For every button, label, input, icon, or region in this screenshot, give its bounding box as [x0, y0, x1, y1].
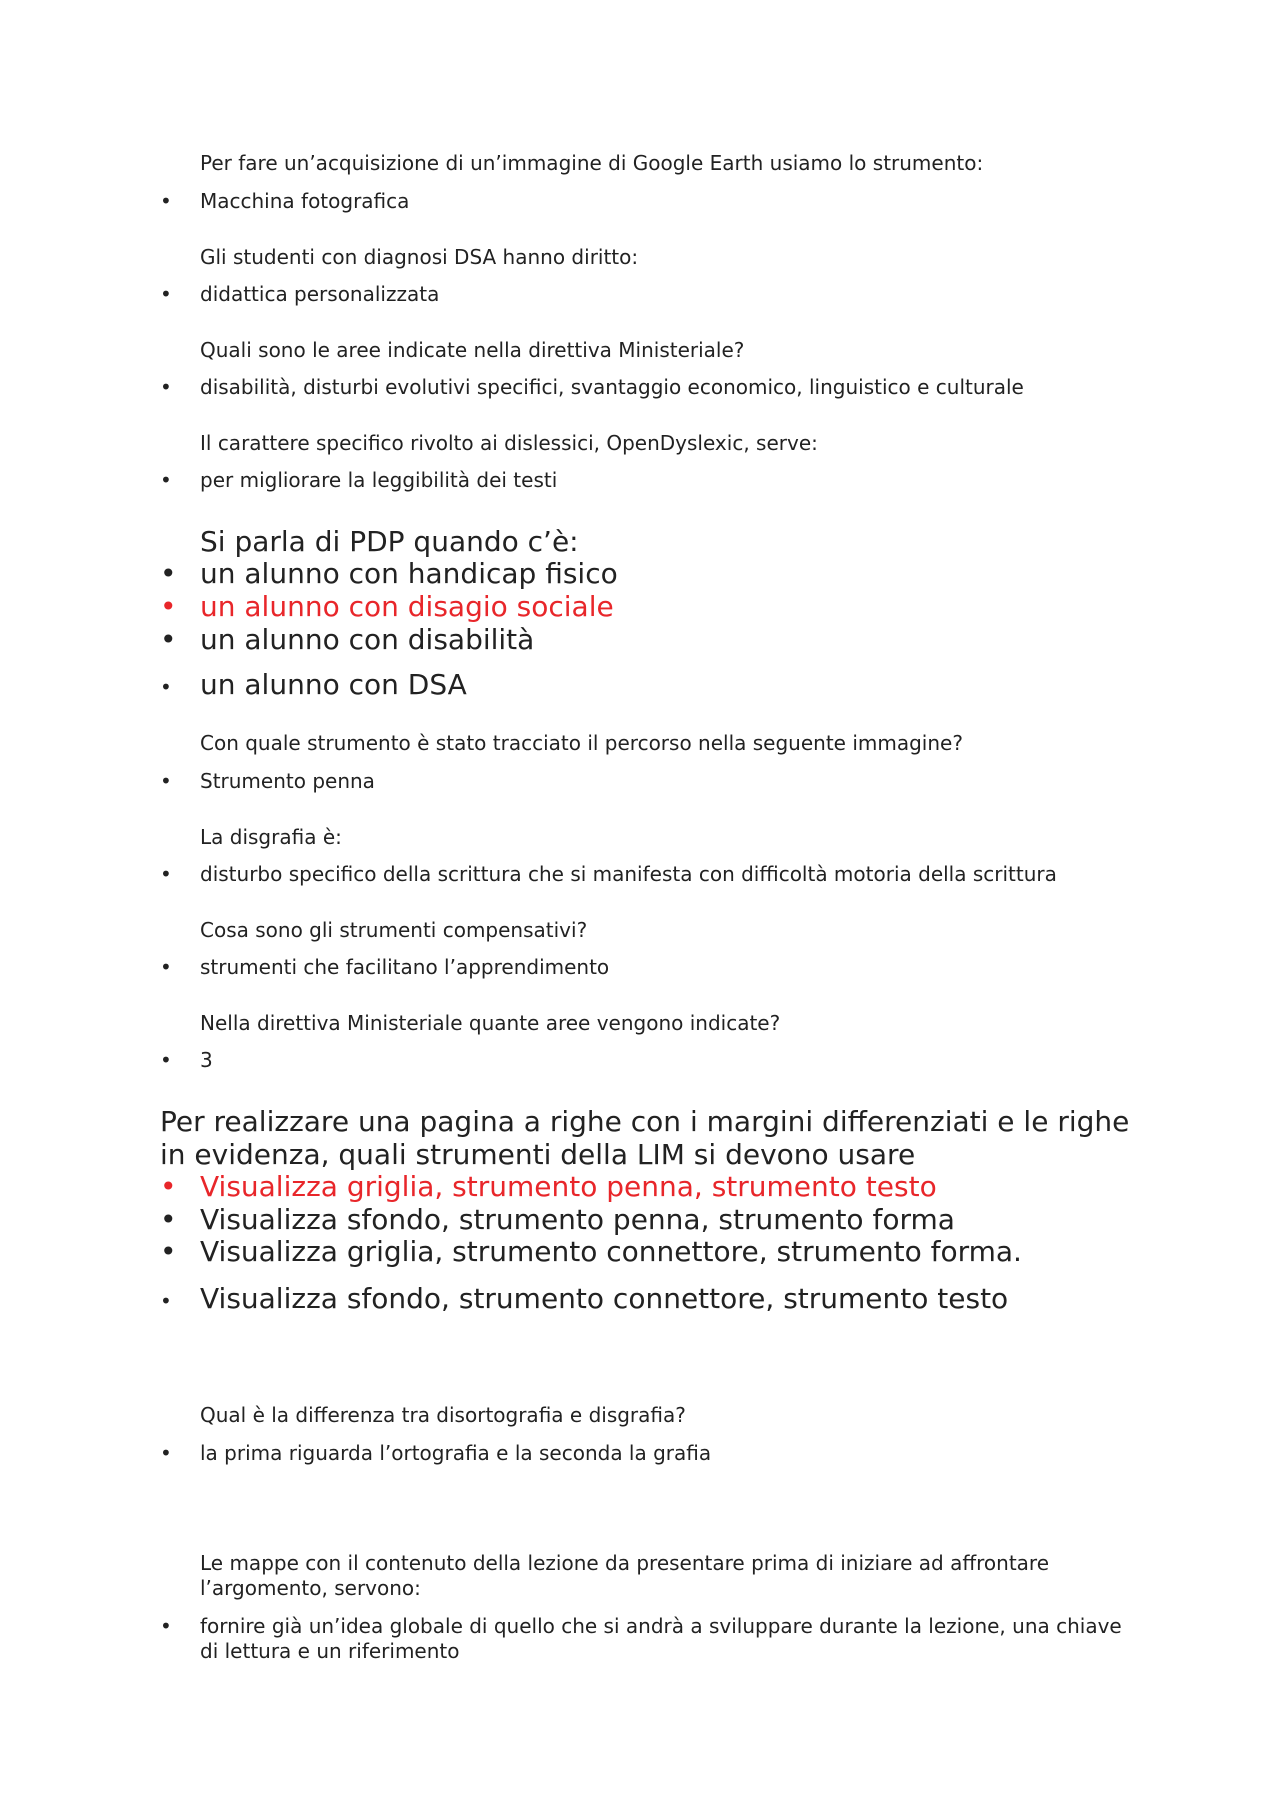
- lim-question: Per realizzare una pagina a righe con i margini differenziati e le righe in evidenza, quali strumenti della LIM si devono usare: [160, 1105, 1130, 1171]
- pdp-option-text: un alunno con disabilità: [200, 623, 535, 656]
- lim-option-text: Visualizza sfondo, strumento connettore, strumento testo: [200, 1282, 1009, 1315]
- answer-item: [160, 955, 609, 980]
- answer-text: Macchina fotografica: [200, 189, 410, 213]
- lim-option: [160, 1235, 1022, 1268]
- answer-item: [160, 468, 557, 493]
- answer-item: [160, 282, 439, 307]
- answer-text: Strumento penna: [200, 769, 375, 793]
- question-text: Nella direttiva Ministeriale quante aree vengono indicate?: [200, 1011, 781, 1035]
- lim-option: [160, 1282, 1008, 1318]
- bullet-icon: •: [160, 1235, 177, 1268]
- answer-item: [160, 862, 1057, 887]
- question-text: Il carattere specifico rivolto ai dislessici, OpenDyslexic, serve:: [200, 431, 818, 455]
- answer-item: [160, 1441, 711, 1466]
- bullet-icon: •: [160, 1614, 172, 1638]
- question-text: Qual è la differenza tra disortografia e disgrafia?: [200, 1403, 686, 1427]
- answer-text: 3: [200, 1048, 213, 1072]
- lim-option: [160, 1203, 955, 1236]
- bullet-icon: •: [160, 590, 177, 623]
- answer-item: [160, 1614, 1130, 1664]
- answer-text: per migliorare la leggibilità dei testi: [200, 468, 558, 492]
- bullet-icon: •: [160, 675, 172, 699]
- bullet-icon: •: [160, 557, 177, 590]
- pdp-option-highlighted: [160, 590, 614, 623]
- question-text: Quali sono le aree indicate nella direttiva Ministeriale?: [200, 338, 745, 362]
- bullet-icon: •: [160, 189, 172, 213]
- bullet-icon: •: [160, 1048, 172, 1072]
- question-text: Con quale strumento è stato tracciato il percorso nella seguente immagine?: [200, 731, 963, 755]
- answer-text: fornire già un’idea globale di quello che si andrà a sviluppare durante la lezione, una chiave di lettura e un riferimento: [200, 1614, 1122, 1663]
- question-text: Per fare un’acquisizione di un’immagine di Google Earth usiamo lo strumento:: [200, 151, 984, 175]
- pdp-option-text: un alunno con handicap fisico: [200, 557, 618, 590]
- pdp-option: [160, 668, 467, 704]
- answer-text: strumenti che facilitano l’apprendimento: [200, 955, 610, 979]
- pdp-option: [160, 623, 534, 656]
- bullet-icon: •: [160, 1170, 177, 1203]
- question-text: Cosa sono gli strumenti compensativi?: [200, 918, 588, 942]
- bullet-icon: •: [160, 1203, 177, 1236]
- pdp-option: [160, 557, 618, 590]
- lim-option-text: Visualizza sfondo, strumento penna, strumento forma: [200, 1203, 955, 1236]
- pdp-option-text: un alunno con DSA: [200, 668, 467, 701]
- question-text: Le mappe con il contenuto della lezione da presentare prima di iniziare ad affrontare l’argomento, servono:: [200, 1551, 1050, 1600]
- answer-item: [160, 189, 409, 214]
- bullet-icon: •: [160, 1289, 172, 1313]
- pdp-option-text: un alunno con disagio sociale: [200, 590, 614, 623]
- bullet-icon: •: [160, 955, 172, 979]
- answer-text: disturbo specifico della scrittura che si manifesta con difficoltà motoria della scrittura: [200, 862, 1057, 886]
- lim-option-text: Visualizza griglia, strumento connettore, strumento forma.: [200, 1235, 1022, 1268]
- lim-option-text: Visualizza griglia, strumento penna, strumento testo: [200, 1170, 937, 1203]
- bullet-icon: •: [160, 282, 172, 306]
- answer-item: [160, 769, 375, 794]
- answer-item: [160, 375, 1024, 400]
- bullet-icon: •: [160, 862, 172, 886]
- bullet-icon: •: [160, 769, 172, 793]
- answer-item: [160, 1048, 213, 1073]
- bullet-icon: •: [160, 623, 177, 656]
- question-text: La disgrafia è:: [200, 825, 342, 849]
- bullet-icon: •: [160, 1441, 172, 1465]
- answer-text: disabilità, disturbi evolutivi specifici, svantaggio economico, linguistico e culturale: [200, 375, 1024, 399]
- lim-option-highlighted: [160, 1170, 937, 1203]
- answer-text: didattica personalizzata: [200, 282, 440, 306]
- pdp-question: Si parla di PDP quando c’è:: [200, 525, 579, 558]
- bullet-icon: •: [160, 375, 172, 399]
- question-text: Gli studenti con diagnosi DSA hanno diritto:: [200, 245, 639, 269]
- answer-text: la prima riguarda l’ortografia e la seconda la grafia: [200, 1441, 712, 1465]
- bullet-icon: •: [160, 468, 172, 492]
